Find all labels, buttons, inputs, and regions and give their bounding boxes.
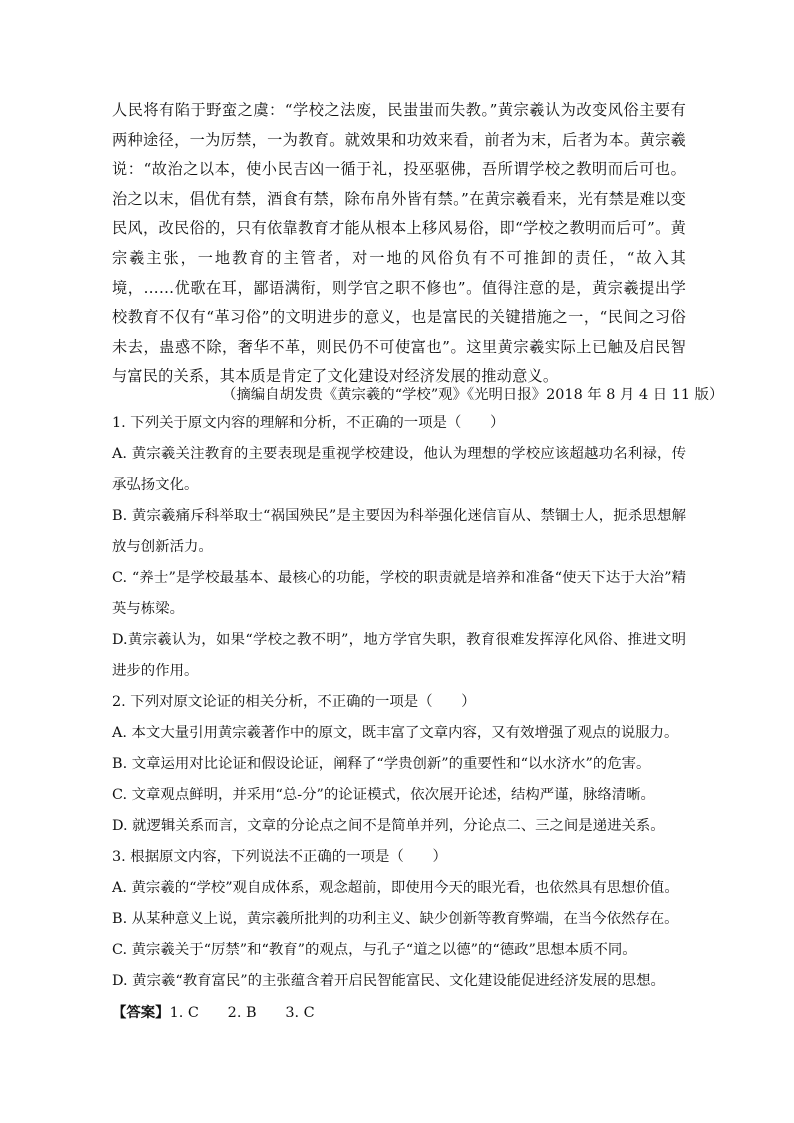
question-3-option-d: D. 黄宗羲“教育富民”的主张蕴含着开启民智能富民、文化建设能促进经济发展的思想。 (112, 973, 665, 989)
question-2-option-c: C. 文章观点鲜明，并采用“总-分”的论证模式，依次展开论述，结构严谨，脉络清晰。 (112, 787, 655, 803)
question-3-option-c: C. 黄宗羲关于“厉禁”和“教育”的观点，与孔子“道之以德”的“德政”思想本质不同。 (112, 942, 637, 958)
question-2-option-b: B. 文章运用对比论证和假设论证，阐释了“学贵创新”的重要性和“以水济水”的危害。 (112, 756, 651, 772)
question-1-option-a: A. 黄宗羲关注教育的主要表现是重视学校建设，他认为理想的学校应该超越功名利禄，传承弘扬文化。 (112, 446, 686, 493)
answer-line (112, 997, 686, 1029)
question-1-option-b: B. 黄宗羲痛斥科举取士“祸国殃民”是主要因为科举强化迷信盲从、禁锢士人，扼杀思想解放与创新活力。 (112, 508, 686, 555)
question-2-stem: 2. 下列对原文论证的相关分析，不正确的一项是（ ） (112, 694, 476, 710)
source-citation: （摘编自胡发贵《黄宗羲的“学校”观》《光明日报》2018 年 8 月 4 日 11 版） (222, 387, 724, 403)
question-1-option-c: C. “养士”是学校最基本、最核心的功能，学校的职责就是培养和准备“使天下达于大治”精英与栋梁。 (112, 570, 686, 617)
passage-body (112, 96, 686, 392)
question-3-option-a: A. 黄宗羲的“学校”观自成体系，观念超前，即使用今天的眼光看，也依然具有思想价值。 (112, 880, 679, 896)
question-3-stem: 3. 根据原文内容，下列说法不正确的一项是（ ） (112, 849, 447, 865)
question-3-option-b: B. 从某种意义上说，黄宗羲所批判的功利主义、缺少创新等教育弊端，在当今依然存在。 (112, 911, 679, 927)
question-1-option-d: D.黄宗羲认为，如果“学校之教不明”，地方学官失职，教育很难发挥淳化风俗、推进文明进步的作用。 (112, 632, 686, 679)
question-2-option-d: D. 就逻辑关系而言，文章的分论点之间不是简单并列，分论点二、三之间是递进关系。 (112, 818, 665, 834)
question-1-stem: 1. 下列关于原文内容的理解和分析，不正确的一项是（ ） (112, 415, 505, 431)
question-2-option-a: A. 本文大量引用黄宗羲著作中的原文，既丰富了文章内容，又有效增强了观点的说服力。 (112, 725, 679, 741)
passage-paragraph: 人民将有陷于野蛮之虞：“学校之法废，民蚩蚩而失教。”黄宗羲认为改变风俗主要有两种途径，一为厉禁，一为教育。就效果和功效来看，前者为末，后者为本。黄宗羲说：“故治之以本，使小民吉凶一循于礼，投巫驱佛，吾所谓学校之教明而后可也。治之以末，倡优有禁，酒食有禁，除布帛外皆有禁。”在黄宗羲看来，光有禁是难以变民风，改民俗的，只有依靠教育才能从根本上移风易俗，即“学校之教明而后可”。黄宗羲主张，一地教育的主管者，对一地的风俗负有不可推卸的责任，“故入其境，……优歌在耳，鄙语满衔，则学官之职不修也”。值得注意的是，黄宗羲提出学校教育不仅有“革习俗”的文明进步的意义，也是富民的关键措施之一，“民间之习俗未去，蛊惑不除，奢华不革，则民仍不可使富也”。这里黄宗羲实际上已触及启民智与富民的关系，其本质是肯定了文化建设对经济发展的推动意义。 (112, 101, 686, 386)
questions-section (112, 408, 686, 1029)
answer-tag: 【答案】 (112, 1004, 170, 1021)
answer-text: 1. C 2. B 3. C (169, 1005, 315, 1021)
